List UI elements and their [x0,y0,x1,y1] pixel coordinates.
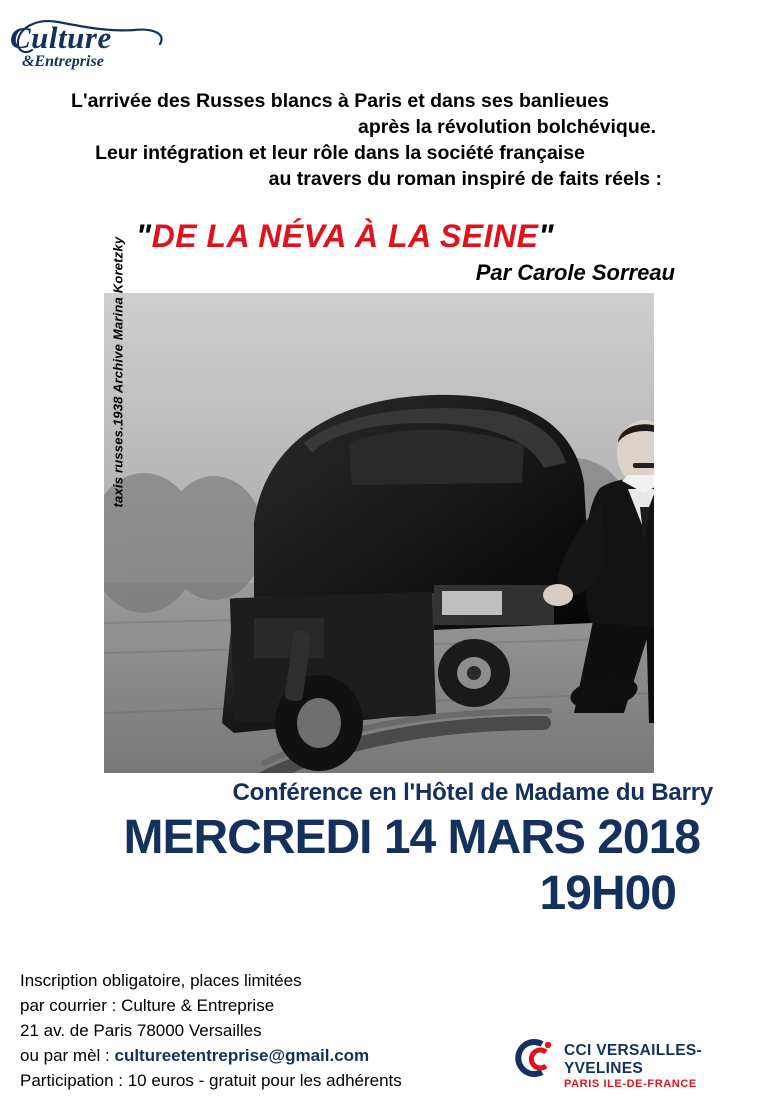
cci-name: CCI VERSAILLES-YVELINES [564,1042,702,1077]
historical-photo [104,293,654,773]
author-line: Par Carole Sorreau [475,260,675,285]
culture-entreprise-logo [10,22,190,77]
footer-line-5: Participation : 10 euros - gratuit pour les adhérents [20,1071,402,1090]
intro-line-4: au travers du roman inspiré de faits réels : [268,168,662,190]
book-title [0,218,690,255]
logo-text-entreprise: &Entreprise [22,53,104,70]
event-time: 19H00 [539,867,676,920]
venue-line: Conférence en l'Hôtel de Madame du Barry [232,779,713,806]
registration-info [20,968,490,1093]
intro-line-1: L'arrivée des Russes blancs à Paris et dans ses banlieues [71,90,609,112]
title-open-quote: " [135,218,152,254]
cci-logo [512,1038,752,1090]
event-date: MERCREDI 14 MARS 2018 [123,811,700,864]
intro-paragraph [0,88,680,192]
photo-illustration [104,293,654,773]
footer-line-2: par courrier : Culture & Entreprise [20,996,275,1015]
footer-line-3: 21 av. de Paris 78000 Versailles [20,1021,262,1040]
contact-email[interactable]: cultureetentreprise@gmail.com [114,1046,370,1065]
cci-region: PARIS ILE-DE-FRANCE [564,1078,697,1090]
title-close-quote: " [538,218,555,254]
footer-line-1: Inscription obligatoire, places limitées [20,971,302,990]
footer-email-line [20,1043,490,1068]
intro-line-2: après la révolution bolchévique. [358,116,656,138]
cci-logo-icon [512,1038,556,1078]
logo-text-culture: Culture [10,20,112,55]
photo-credit: taxis russes.1938 Archive Marina Koretzky [110,236,126,508]
title-text: DE LA NÉVA À LA SEINE [151,218,539,254]
footer-email-prefix: ou par mèl : [20,1046,115,1065]
intro-line-3: Leur intégration et leur rôle dans la société française [95,142,585,164]
cci-logo-text [564,1042,752,1091]
